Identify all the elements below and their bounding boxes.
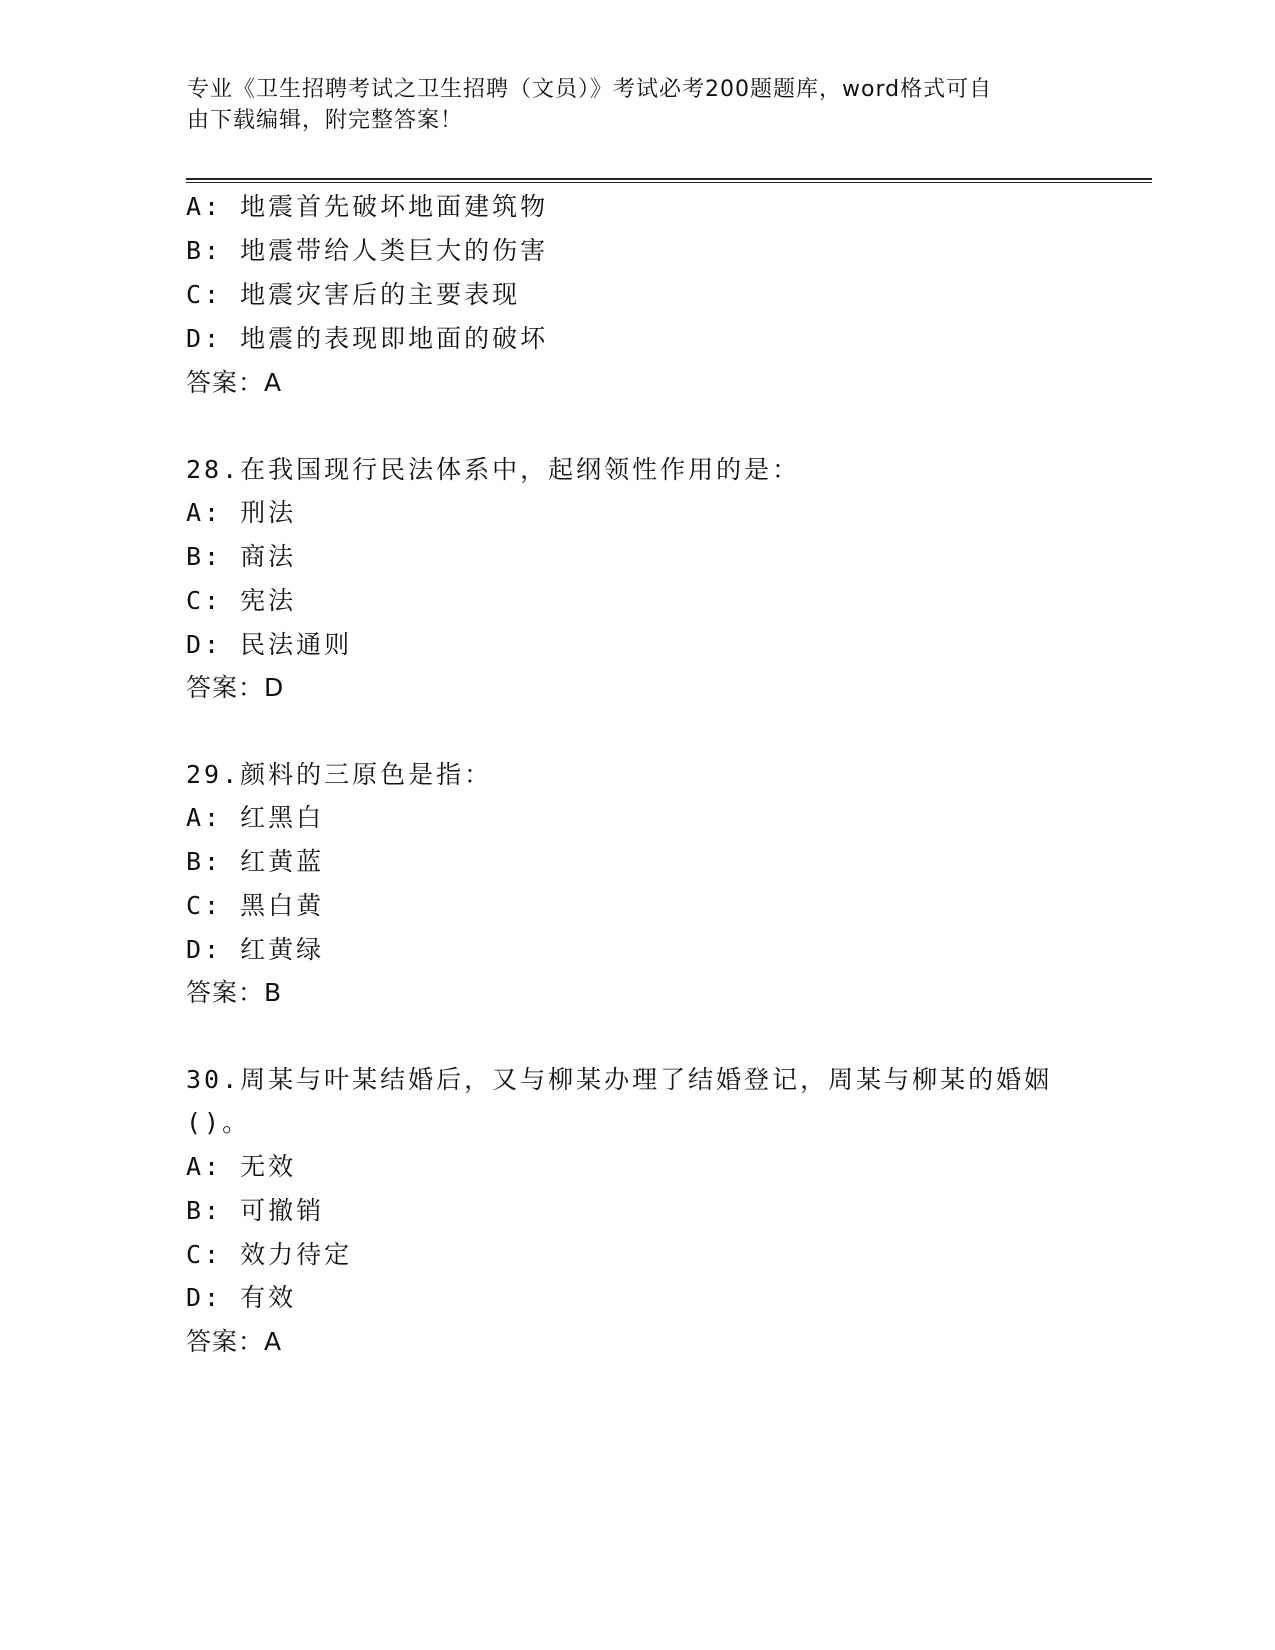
header-line-1: 专业《卫生招聘考试之卫生招聘（文员）》考试必考200题题库，word格式可自 — [187, 77, 993, 102]
option-b: B: 地震带给人类巨大的伤害 — [186, 236, 549, 265]
question-stem-continued: ()。 — [186, 1108, 251, 1137]
option-a: A: 地震首先破坏地面建筑物 — [186, 192, 549, 221]
option-d: D: 有效 — [186, 1283, 297, 1312]
option-a: A: 红黑白 — [186, 803, 325, 832]
document-header — [187, 74, 1087, 136]
option-b: B: 商法 — [186, 542, 297, 571]
option-a: A: 刑法 — [186, 498, 297, 527]
answer-line: 答案：A — [186, 368, 283, 397]
option-c: C: 地震灾害后的主要表现 — [186, 280, 521, 309]
option-b: B: 红黄蓝 — [186, 847, 325, 876]
header-divider — [186, 178, 1152, 183]
option-d: D: 地震的表现即地面的破坏 — [186, 324, 549, 353]
option-c: C: 宪法 — [186, 586, 297, 615]
header-line-2: 由下载编辑，附完整答案！ — [187, 108, 464, 133]
option-d: D: 民法通则 — [186, 630, 353, 659]
option-c: C: 黑白黄 — [186, 891, 325, 920]
option-b: B: 可撤销 — [186, 1196, 325, 1225]
option-c: C: 效力待定 — [186, 1240, 353, 1269]
answer-line: 答案：A — [186, 1327, 283, 1356]
question-stem: 29.颜料的三原色是指： — [186, 760, 493, 789]
question-stem: 28.在我国现行民法体系中，起纲领性作用的是： — [186, 455, 801, 484]
question-stem: 30.周某与叶某结婚后，又与柳某办理了结婚登记，周某与柳某的婚姻 — [186, 1065, 1053, 1094]
option-a: A: 无效 — [186, 1152, 297, 1181]
option-d: D: 红黄绿 — [186, 935, 325, 964]
answer-line: 答案：D — [186, 673, 285, 702]
answer-line: 答案：B — [186, 978, 283, 1007]
